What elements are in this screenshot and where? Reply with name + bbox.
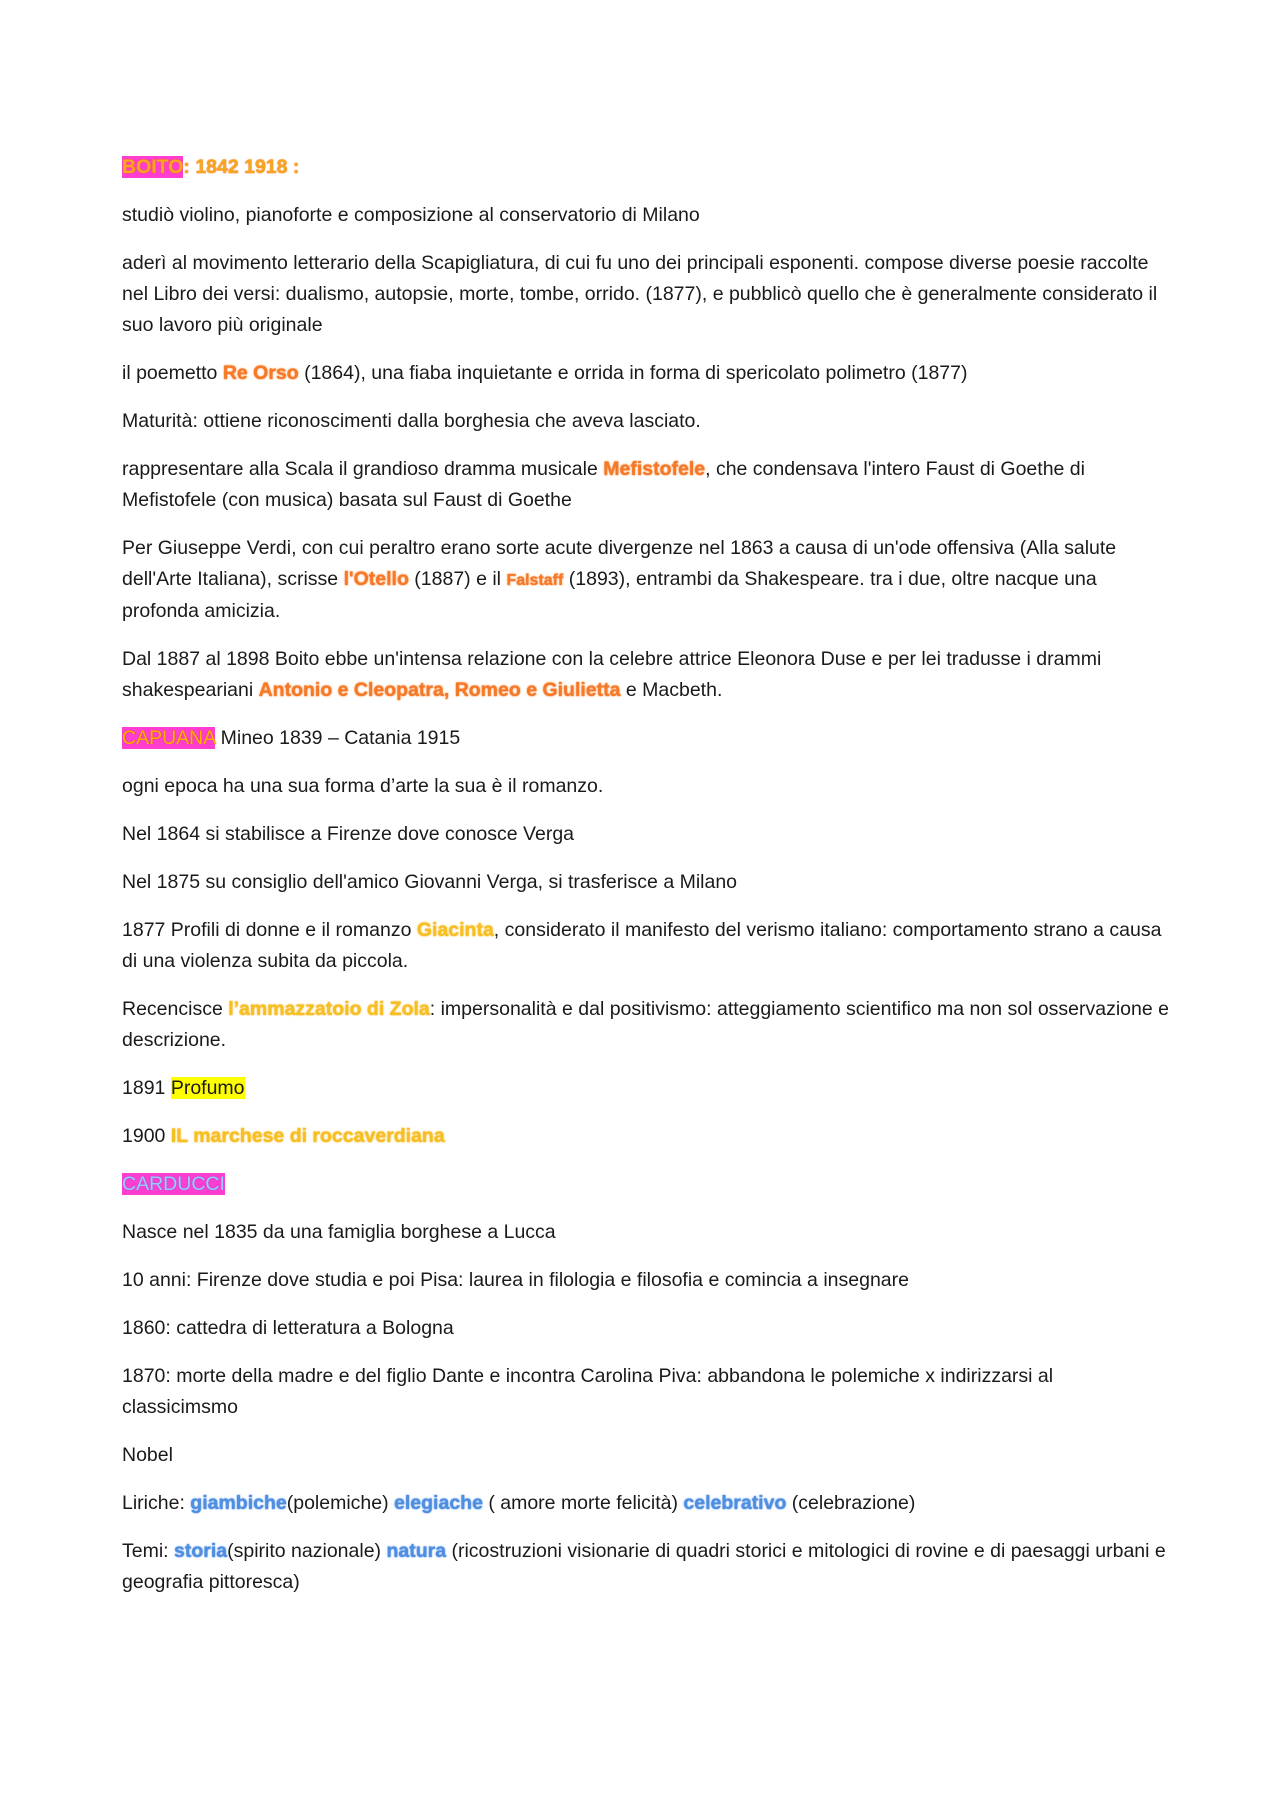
text-run: (polemiche) — [286, 1492, 395, 1514]
carducci-paragraph-2: 10 anni: Firenze dove studia e poi Pisa: laurea in filologia e filosofia e comincia a insegnare — [122, 1269, 909, 1291]
carducci-paragraph-7 — [122, 1536, 1172, 1598]
work-title-otello: l'Otello — [343, 568, 409, 590]
work-title-ammazzatoio: l’ammazzatoio di Zola — [228, 998, 430, 1020]
boito-paragraph-5 — [122, 454, 1172, 516]
text-run: (1864), una fiaba inquietante e orrida in forma di spericolato polimetro (1877) — [298, 362, 968, 384]
boito-paragraph-6 — [122, 533, 1172, 627]
text-run: Liriche: — [122, 1492, 191, 1514]
term-giambiche: giambiche — [190, 1492, 287, 1514]
carducci-paragraph-5: Nobel — [122, 1444, 173, 1466]
text-run: (celebrazione) — [786, 1492, 916, 1514]
capuana-paragraph-4 — [122, 915, 1172, 977]
text-run: e Macbeth. — [620, 679, 723, 701]
carducci-paragraph-3: 1860: cattedra di letteratura a Bologna — [122, 1317, 454, 1339]
text-run: 1900 — [122, 1125, 171, 1147]
text-run: ( amore morte felicità) — [482, 1492, 684, 1514]
carducci-name: CARDUCCI — [122, 1173, 225, 1195]
boito-paragraph-4: Maturità: ottiene riconoscimenti dalla borghesia che aveva lasciato. — [122, 410, 701, 432]
document-body — [122, 152, 1172, 1615]
text-run: : impersonalità e dal positivismo: atteggiamento scientifico ma non sol osservazione e descrizione. — [122, 998, 1169, 1051]
capuana-paragraph-5 — [122, 994, 1172, 1056]
text-run: (1893), entrambi da Shakespeare. tra i due, oltre nacque una profonda amicizia. — [122, 568, 1097, 622]
text-run: (spirito nazionale) — [227, 1540, 387, 1562]
text-run: il poemetto — [122, 362, 223, 384]
text-run: Recencisce — [122, 998, 229, 1020]
text-run: 1891 — [122, 1077, 171, 1099]
boito-paragraph-3 — [122, 358, 1172, 389]
work-title-marchese: IL marchese di roccaverdiana — [170, 1125, 445, 1147]
text-run: 1877 Profili di donne e il romanzo — [122, 919, 417, 941]
work-title-profumo: Profumo — [170, 1077, 245, 1099]
carducci-paragraph-1: Nasce nel 1835 da una famiglia borghese a Lucca — [122, 1221, 556, 1243]
text-run: (ricostruzioni visionarie di quadri storici e mitologici di rovine e di paesaggi urbani e geografia pittoresca) — [122, 1540, 1166, 1593]
carducci-heading — [122, 1169, 1172, 1200]
work-title-mefistofele: Mefistofele — [603, 458, 706, 480]
boito-heading — [122, 152, 1172, 183]
term-storia: storia — [174, 1540, 228, 1562]
text-run: rappresentare alla Scala il grandioso dramma musicale — [122, 458, 604, 480]
capuana-heading — [122, 723, 1172, 754]
carducci-paragraph-6 — [122, 1488, 1172, 1519]
term-elegiache: elegiache — [394, 1492, 483, 1514]
boito-paragraph-7 — [122, 644, 1172, 706]
work-title-falstaff: Falstaff — [506, 572, 564, 589]
term-natura: natura — [386, 1540, 447, 1562]
capuana-name: CAPUANA — [122, 727, 216, 749]
work-title-re-orso: Re Orso — [222, 362, 299, 384]
boito-paragraph-1: studiò violino, pianoforte e composizione al conservatorio di Milano — [122, 204, 700, 226]
capuana-paragraph-1: ogni epoca ha una sua forma d’arte la sua è il romanzo. — [122, 775, 604, 797]
text-run: Temi: — [122, 1540, 175, 1562]
text-run: Dal 1887 al 1898 Boito ebbe un'intensa relazione con la celebre attrice Eleonora Duse e per lei tradusse i drammi shakespeariani — [122, 648, 1102, 701]
capuana-paragraph-6 — [122, 1073, 1172, 1104]
term-celebrativo: celebrativo — [683, 1492, 787, 1514]
text-run: , considerato il manifesto del verismo italiano: comportamento strano a causa di una violenza subita da piccola. — [122, 919, 1162, 972]
text-run: Per Giuseppe Verdi, con cui peraltro erano sorte acute divergenze nel 1863 a causa di un'ode offensiva (Alla salute dell'Arte Italiana), scrisse — [122, 537, 1117, 590]
carducci-paragraph-4: 1870: morte della madre e del figlio Dante e incontra Carolina Piva: abbandona le polemiche x indirizzarsi al classicimsmo — [122, 1365, 1054, 1418]
boito-dates: : 1842 1918 : — [183, 156, 300, 178]
capuana-dates: Mineo 1839 – Catania 1915 — [215, 727, 461, 749]
capuana-paragraph-3: Nel 1875 su consiglio dell'amico Giovanni Verga, si trasferisce a Milano — [122, 871, 738, 893]
capuana-paragraph-7 — [122, 1121, 1172, 1152]
text-run: , che condensava l'intero Faust di Goethe di Mefistofele (con musica) basata sul Faust di Goethe — [122, 458, 1085, 511]
work-title-giacinta: Giacinta — [416, 919, 494, 941]
work-title-antonio-romeo: Antonio e Cleopatra, Romeo e Giulietta — [258, 679, 621, 701]
boito-name: BOITO — [122, 156, 184, 178]
text-run: (1887) e il — [408, 568, 507, 590]
boito-paragraph-2: aderì al movimento letterario della Scapigliatura, di cui fu uno dei principali esponenti. compose diverse poesie raccolte nel Libro dei versi: dualismo, autopsie, morte, tombe, orrido. (1877), e pubblicò quello che è generalmente considerato il suo lavoro più originale — [122, 252, 1158, 336]
capuana-paragraph-2: Nel 1864 si stabilisce a Firenze dove conosce Verga — [122, 823, 575, 845]
